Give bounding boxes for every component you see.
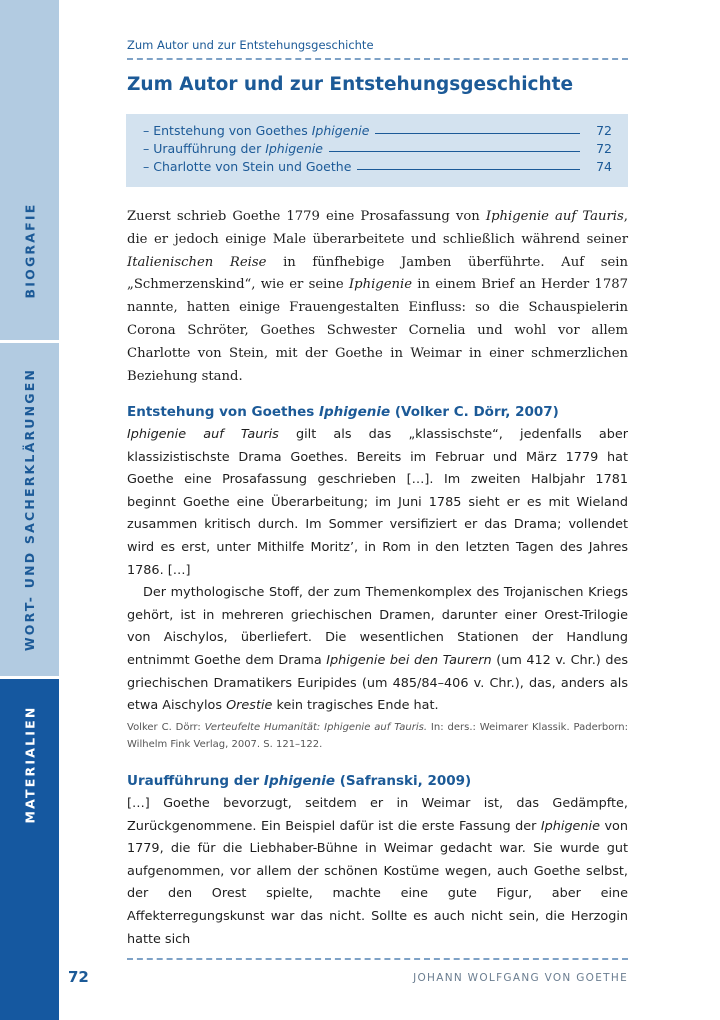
toc-entry-label — [143, 159, 351, 174]
citation-text: Volker C. Dörr: — [127, 722, 205, 733]
intro-italic: Iphigenie — [348, 277, 413, 293]
sidebar-tab-label: WORT- UND SACHERKLÄRUNGEN — [22, 367, 38, 652]
chapter-title: Zum Autor und zur Entstehungsgeschichte — [127, 74, 574, 95]
toc-entry[interactable] — [143, 141, 612, 156]
intro-text: , die er jedoch einige Male überarbeitete und schließlich während seiner — [127, 209, 628, 247]
heading-text: (Safranski, 2009) — [335, 773, 472, 789]
toc-entry[interactable] — [143, 159, 612, 174]
footer-dashed-rule — [127, 958, 628, 960]
body-text: Der mythologische Stoff, der zum Themenkomplex des Trojanischen Kriegs gehört, ist in mehreren griechischen Dramen, darunter einer Orest-Trilogie von Aischylos, überliefert. Die wesentlichen Stationen der Handlung entnimmt Goethe dem Drama — [127, 585, 628, 668]
sidebar-tab-biografie[interactable] — [0, 160, 59, 340]
sidebar-tab-materialien[interactable] — [0, 679, 59, 1020]
intro-text: Zuerst schrieb Goethe 1779 eine Prosafassung von — [127, 209, 486, 224]
toc-entry-text: – Entstehung von Goethes — [143, 123, 312, 138]
body-text: (um 412 v. Chr.) des griechischen Dramatikers Euripides (um 485/84–406 v. Chr.), das, anders als etwa Aischylos — [127, 652, 628, 714]
toc-entry-text: – Uraufführung der — [143, 141, 266, 156]
body-paragraph — [127, 582, 628, 718]
footer-book-title: JOHANN WOLFGANG VON GOETHE — [413, 972, 628, 984]
body-paragraph — [127, 793, 628, 951]
heading-italic: Iphigenie — [318, 404, 391, 420]
section-heading — [127, 404, 559, 420]
body-italic: Iphigenie auf Tauris — [127, 427, 279, 442]
body-text: […] Goethe bevorzugt, seitdem er in Weimar ist, das Gedämpfte, Zurückgenommene. Ein Beispiel dafür ist die erste Fassung der — [127, 796, 628, 834]
sidebar-tab-label: MATERIALIEN — [22, 705, 38, 824]
toc-entry-italic: Iphigenie — [265, 141, 323, 156]
toc-entry[interactable] — [143, 123, 612, 138]
toc-leader-line — [375, 133, 580, 134]
source-citation — [127, 719, 628, 753]
intro-italic: Iphigenie auf Tauris — [485, 209, 624, 224]
intro-text: in einem Brief an Herder 1787 nannte, hatten einige Frauengestalten Einfluss: so die Schauspielerin Corona Schröter, Goethes Schwester Cornelia und wohl vor allem Charlotte von Stein, mit der Goethe in Weimar in einer schmerzlichen Beziehung stand. — [127, 277, 628, 384]
body-italic: Iphigenie — [540, 818, 600, 834]
toc-page-number: 74 — [596, 159, 612, 174]
toc-entry-text: – Charlotte von Stein und Goethe — [143, 159, 352, 174]
heading-italic: Iphigenie — [263, 773, 336, 789]
sidebar-tab-wort-und-sacherklaerungen[interactable] — [0, 343, 59, 676]
citation-text: In: ders.: Weimarer Klassik. Paderborn: Wilhelm Fink Verlag, 2007. S. 121–122. — [127, 722, 628, 750]
sidebar-tab-label: BIOGRAFIE — [22, 202, 37, 298]
body-text: von 1779, die für die Liebhaber-Bühne in Weimar gedacht war. Sie wurde gut aufgenommen, vor allem der schönen Kostüme wegen, auch Goethe selbst, der den Orest spielte, machte eine gute Figur, aber eine Affekterregungskunst war das nicht. Sollte es auch nicht sein, die Herzogin hatte sich — [127, 818, 628, 947]
sidebar — [0, 0, 59, 1020]
body-paragraph — [127, 424, 628, 582]
body-text: kein tragisches Ende hat. — [272, 698, 439, 714]
heading-text: Uraufführung der — [127, 773, 264, 789]
toc-entry-label — [143, 141, 323, 156]
body-italic: Orestie — [226, 698, 273, 714]
toc-leader-line — [357, 169, 580, 170]
toc-entry-label — [143, 123, 369, 138]
toc-page-number: 72 — [596, 123, 612, 138]
body-italic: Iphigenie bei den Taurern — [326, 652, 492, 668]
heading-text: (Volker C. Dörr, 2007) — [390, 404, 559, 420]
running-head: Zum Autor und zur Entstehungsgeschichte — [127, 38, 374, 52]
section-heading — [127, 773, 471, 789]
toc-box — [126, 114, 628, 187]
toc-page-number: 72 — [596, 141, 612, 156]
body-text: gilt als das „klassischste“, jedenfalls aber klassizistischste Drama Goethes. Bereits im Februar und März 1779 hat Goethe eine Prosafassung geschrieben […]. Im zweiten Halbjahr 1781 beginnt Goethe eine Überarbeitung; im Juni 1785 sieht er es mit Wieland zusammen kritisch durch. Im Sommer versifiziert er das Drama; vollendet wird es erst, unter Mithilfe Moritz’, in Rom in den letzten Tagen des Jahres 1786. […] — [127, 427, 628, 578]
citation-italic: Verteufelte Humanität: Iphigenie auf Tauris. — [204, 722, 427, 733]
heading-text: Entstehung von Goethes — [127, 404, 319, 420]
page-number: 72 — [68, 968, 89, 986]
header-dashed-rule — [127, 58, 628, 60]
toc-entry-italic: Iphigenie — [311, 123, 370, 138]
toc-leader-line — [329, 151, 580, 152]
section-body — [127, 424, 628, 718]
intro-italic: Italienischen Reise — [127, 254, 267, 270]
intro-text: in fünfhebige Jamben überführte. Auf sein „Schmerzenskind“, wie er seine — [127, 254, 629, 293]
intro-paragraph — [127, 206, 628, 388]
